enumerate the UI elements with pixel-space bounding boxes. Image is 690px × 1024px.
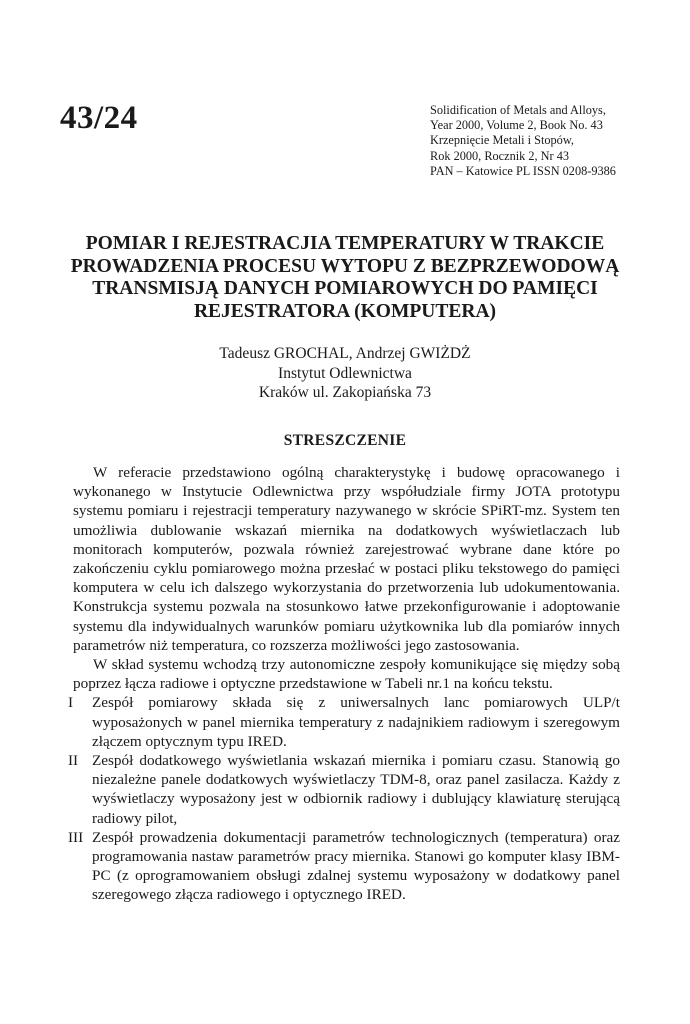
list-marker: I <box>68 694 74 712</box>
abstract-heading: STRESZCZENIE <box>283 432 407 449</box>
title-line: REJESTRATORA (KOMPUTERA) <box>193 300 497 322</box>
paper-title <box>60 233 630 323</box>
abstract-paragraph: W referacie przedstawiono ogólną charakterystykę i budowę opracowanego i wykonanego w Instytucie Odlewnictwa przy współudziale firmy JOTA prototypu systemu pomiaru i rejestracji temperatury nazywanego w skrócie SPiRT-mz. System ten umożliwia dublowanie wskazań miernika na dodatkowych wyświetlaczach lub monitorach komputerów, pozwala również zarejestrować wybrane dane które po zakończeniu cyklu pomiarowego można przesłać w postaci pliku tekstowego do pamięci komputera w celu ich dalszego wykorzystania do przetworzenia lub udokumentowania. Konstrukcja systemu pozwala na stosunkowo łatwe przekonfigurowanie i adoptowanie systemu dla indywidualnych warunków pomiaru użytkownika lub dla pomiarów innych parametrów niż temperatura, co rozszerza możliwości jego zastosowania. <box>73 464 620 654</box>
authors-block <box>60 344 630 403</box>
abstract-paragraph: W skład systemu wchodzą trzy autonomiczne zespoły komunikujące się między sobą poprzez łącza radiowe i optyczne przedstawione w Tabeli nr.1 na końcu tekstu. <box>73 656 620 693</box>
title-line: TRANSMISJĄ DANYCH POMIAROWYCH DO PAMIĘCI <box>92 278 598 299</box>
author-names: Tadeusz GROCHAL, Andrzej GWIŻDŻ <box>219 345 471 362</box>
list-marker: III <box>68 828 84 846</box>
journal-line: Rok 2000, Rocznik 2, Nr 43 <box>430 148 570 163</box>
author-address: Kraków ul. Zakopiańska 73 <box>258 384 432 401</box>
journal-line: PAN – Katowice PL ISSN 0208-9386 <box>430 163 616 178</box>
list-item <box>68 751 620 828</box>
journal-line: Krzepnięcie Metali i Stopów, <box>430 133 574 148</box>
list-item-text: Zespół dodatkowego wyświetlania wskazań miernika i pomiaru czasu. Stanowią go niezależne panele dodatkowych wyświetlaczy TDM-8, oraz panel zasilacza. Każdy z wyświetlaczy wyposażony jest w odbiornik radiowy i dublujący klawiaturę sterującą radiowy pilot, <box>92 752 620 827</box>
journal-line: Year 2000, Volume 2, Book No. 43 <box>430 118 603 133</box>
list-marker: II <box>68 752 79 770</box>
author-institution: Instytut Odlewnictwa <box>278 364 412 382</box>
title-line: PROWADZENIA PROCESU WYTOPU Z BEZPRZEWODOWĄ <box>70 255 620 277</box>
list-item <box>68 828 620 905</box>
list-item <box>68 693 620 751</box>
list-item-text: Zespół prowadzenia dokumentacji parametrów technologicznych (temperatura) oraz programowania nastaw parametrów pracy miernika. Stanowi go komputer klasy IBM-PC (z oprogramowaniem obsługi zdalnej systemu wyposażony w dodatkowy panel szeregowego złącza radiowego i optycznego IRED. <box>92 828 620 904</box>
paper-number: 43/24 <box>60 100 138 136</box>
journal-info <box>430 103 616 179</box>
list-item-text: Zespół pomiarowy składa się z uniwersalnych lanc pomiarowych ULP/t wyposażonych w panel miernika temperatury z nadajnikiem radiowym i szeregowym złączem optycznym typu IRED. <box>92 694 620 750</box>
abstract-body <box>68 463 620 905</box>
title-line: POMIAR I REJESTRACJIA TEMPERATURY W TRAKCIE <box>85 233 605 254</box>
journal-line: Solidification of Metals and Alloys, <box>430 103 606 117</box>
